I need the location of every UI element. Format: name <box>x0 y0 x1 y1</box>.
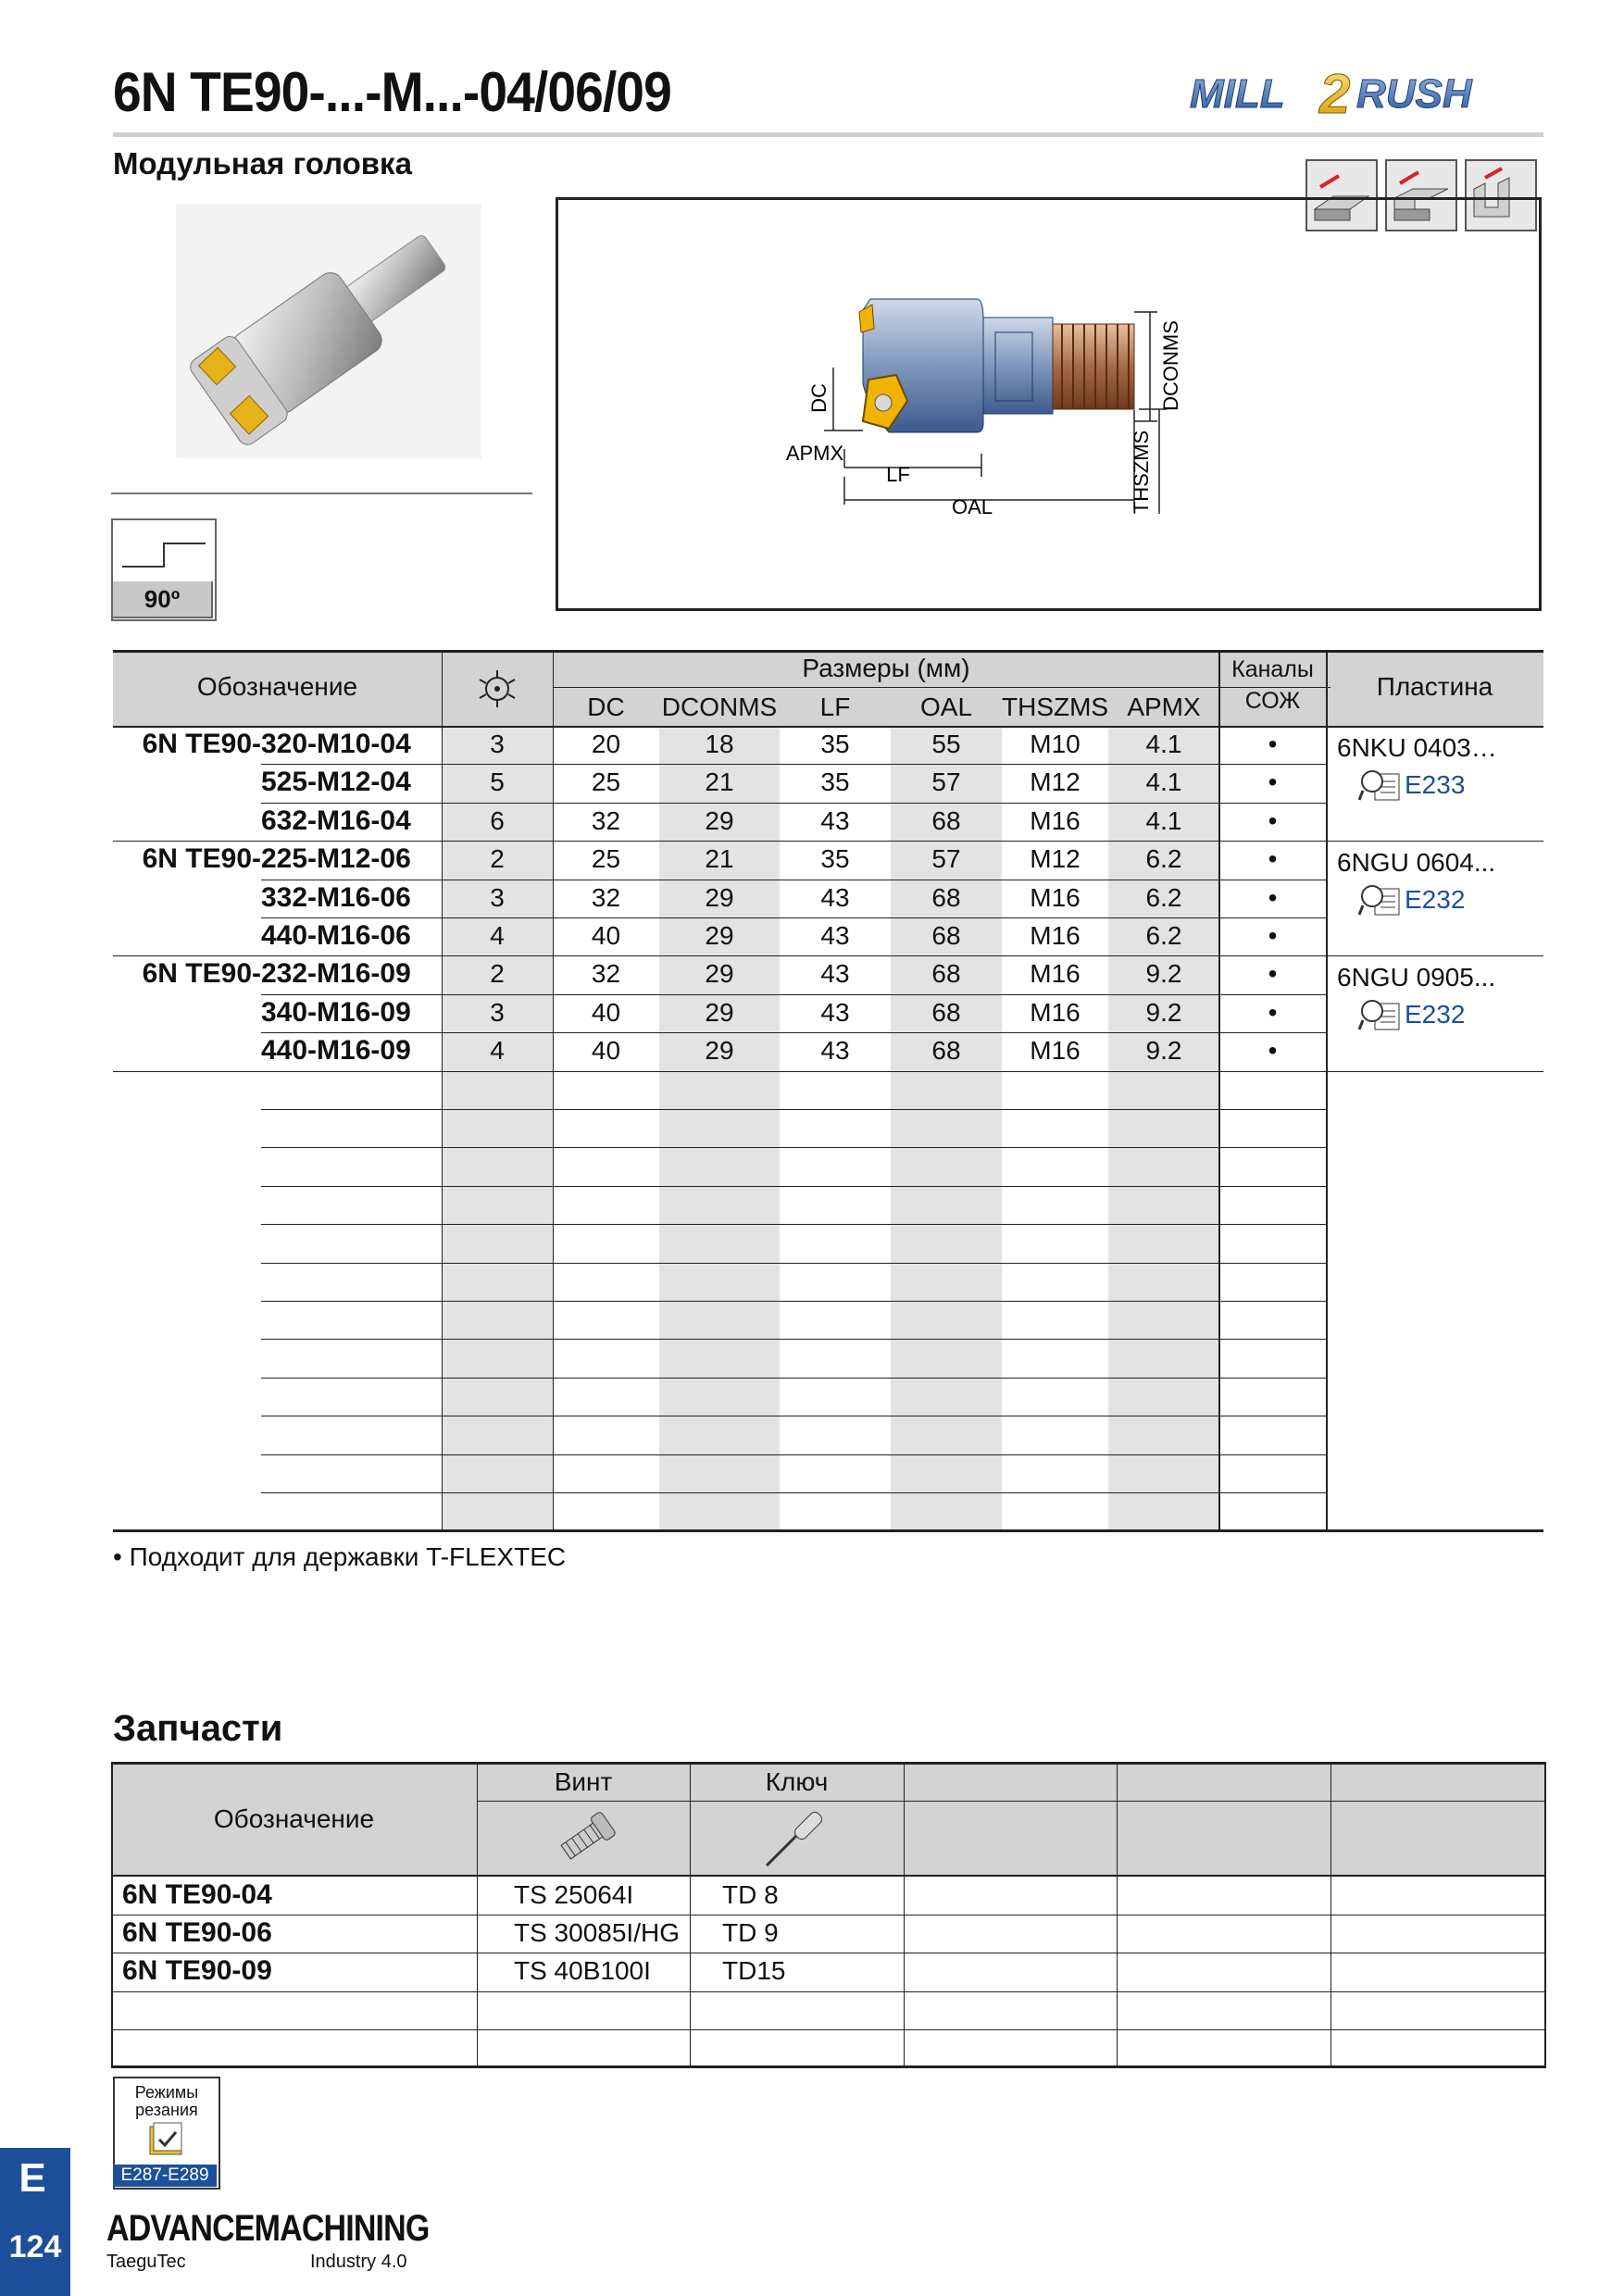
cell-lf: 43 <box>820 882 850 912</box>
cell-z: 5 <box>490 767 505 797</box>
col-thszms: THSZMS <box>1002 693 1109 721</box>
cell-thszms: M16 <box>1030 882 1081 912</box>
cell-thszms: M16 <box>1030 1036 1081 1066</box>
cell-thszms: M12 <box>1030 844 1081 874</box>
spare-code[interactable]: 6N TE90-09 <box>122 1955 272 1986</box>
brand-tagline: Industry 4.0 <box>310 2252 407 2272</box>
spares-header-key: Ключ <box>765 1767 829 1796</box>
catalog-ref-icon[interactable] <box>1358 996 1403 1033</box>
page-title: 6N TE90-...-M...-04/06/09 <box>113 61 671 123</box>
cell-lf: 35 <box>820 844 850 874</box>
cell-dc: 40 <box>591 997 621 1027</box>
col-dconms: DCONMS <box>661 693 778 721</box>
cell-oal: 68 <box>931 805 961 835</box>
cell-lf: 35 <box>820 730 850 758</box>
insert-designation: 6NGU 0604... <box>1337 848 1496 878</box>
cell-apmx: 6.2 <box>1145 882 1182 912</box>
product-table <box>113 650 1543 1532</box>
spares-title: Запчасти <box>113 1708 283 1749</box>
svg-text:2: 2 <box>1319 65 1351 120</box>
cond-label: Режимы резания <box>134 2083 199 2119</box>
book-icon <box>146 2119 187 2160</box>
cell-dconms: 29 <box>705 882 734 912</box>
brand-company: TaeguTec <box>106 2252 186 2272</box>
cell-z: 6 <box>490 805 505 835</box>
cell-dconms: 29 <box>705 1036 734 1066</box>
cell-lf: 43 <box>820 959 850 989</box>
cell-thszms: M10 <box>1030 730 1081 758</box>
cell-coolant: • <box>1268 882 1278 912</box>
cell-dc: 32 <box>591 805 621 835</box>
cell-oal: 68 <box>931 921 961 950</box>
page-subtitle: Модульная головка <box>113 146 412 181</box>
cell-thszms: M16 <box>1030 805 1081 835</box>
lf-label: LF <box>886 463 910 486</box>
row-code[interactable]: 320-M10-04 <box>261 729 411 759</box>
cell-thszms: M12 <box>1030 767 1081 797</box>
row-code[interactable]: 340-M16-09 <box>261 996 411 1028</box>
col-lf: LF <box>819 693 851 721</box>
row-code[interactable]: 225-M12-06 <box>261 843 411 875</box>
insert-designation: 6NKU 0403… <box>1337 733 1497 762</box>
spare-code[interactable]: 6N TE90-04 <box>122 1879 272 1910</box>
cell-coolant: • <box>1268 844 1278 874</box>
angle-label: 90º <box>111 581 213 618</box>
brand-logo: ADVANCEMACHINING <box>106 2208 430 2249</box>
section-tab <box>0 2148 70 2296</box>
header-insert: Пластина <box>1376 672 1493 701</box>
cell-coolant: • <box>1268 805 1278 835</box>
cell-z: 2 <box>490 959 505 989</box>
spares-header-screw: Винт <box>554 1767 613 1796</box>
cell-oal: 68 <box>931 959 961 989</box>
cell-oal: 68 <box>931 997 961 1027</box>
cell-apmx: 6.2 <box>1145 921 1182 950</box>
cell-oal: 68 <box>931 1036 961 1066</box>
spare-key: TD 9 <box>722 1918 779 1947</box>
cell-z: 3 <box>490 730 505 758</box>
key-icon <box>759 1804 833 1871</box>
spare-screw: TS 30085I/HG <box>514 1918 680 1947</box>
cell-oal: 68 <box>931 882 961 912</box>
col-apmx: APMX <box>1127 693 1201 721</box>
cell-apmx: 9.2 <box>1145 959 1182 989</box>
cell-apmx: 4.1 <box>1145 730 1182 758</box>
cell-thszms: M16 <box>1030 997 1081 1027</box>
cell-dc: 25 <box>591 767 621 797</box>
row-code[interactable]: 525-M12-04 <box>261 767 411 798</box>
cell-thszms: M16 <box>1030 921 1081 950</box>
cell-apmx: 4.1 <box>1145 767 1182 797</box>
row-prefix: 6N TE90- <box>142 843 261 875</box>
svg-text:RUSH: RUSH <box>1356 71 1472 117</box>
row-code[interactable]: 232-M16-09 <box>261 958 411 990</box>
cell-oal: 57 <box>931 844 961 874</box>
catalog-ref-icon[interactable] <box>1358 767 1403 804</box>
spare-screw: TS 40B100I <box>514 1956 651 1985</box>
cell-dc: 32 <box>591 959 621 989</box>
spare-code[interactable]: 6N TE90-06 <box>122 1917 272 1948</box>
spare-key: TD15 <box>722 1956 786 1985</box>
cell-z: 4 <box>490 921 505 950</box>
thszms-label: THSZMS <box>1130 430 1153 515</box>
cell-dconms: 29 <box>705 959 734 989</box>
title-rule <box>113 132 1543 137</box>
row-prefix: 6N TE90- <box>142 729 261 759</box>
spares-header-designation: Обозначение <box>213 1804 375 1833</box>
cell-apmx: 4.1 <box>1145 805 1182 835</box>
spares-table <box>111 1762 1546 2067</box>
cell-coolant: • <box>1268 1036 1278 1066</box>
svg-text:MILL: MILL <box>1190 71 1285 117</box>
footnote: • Подходит для державки T-FLEXTEC <box>113 1542 567 1571</box>
catalog-ref-link[interactable]: E232 <box>1405 1000 1466 1029</box>
cell-lf: 43 <box>820 805 850 835</box>
row-prefix: 6N TE90- <box>142 958 261 990</box>
section-letter: E <box>19 2155 46 2201</box>
cell-dconms: 29 <box>705 997 734 1027</box>
cell-dconms: 29 <box>705 805 734 835</box>
header-designation: Обозначение <box>196 672 358 701</box>
row-code[interactable]: 440-M16-09 <box>261 1035 411 1067</box>
cell-dc: 20 <box>591 730 621 758</box>
cell-coolant: • <box>1268 959 1278 989</box>
cell-dc: 40 <box>591 1036 621 1066</box>
cell-apmx: 9.2 <box>1145 1036 1182 1066</box>
cell-coolant: • <box>1268 730 1278 758</box>
cell-oal: 55 <box>931 730 961 758</box>
cell-apmx: 6.2 <box>1145 844 1182 874</box>
row-code[interactable]: 332-M16-06 <box>261 881 411 913</box>
cell-lf: 43 <box>820 921 850 950</box>
cell-coolant: • <box>1268 921 1278 950</box>
header-dimensions: Размеры (мм) <box>802 654 970 682</box>
page-number: 124 <box>8 2229 62 2265</box>
header-coolant: Каналы СОЖ <box>1231 656 1314 714</box>
cell-dconms: 18 <box>705 730 734 758</box>
cell-lf: 43 <box>820 1036 850 1066</box>
apmx-label: APMX <box>785 442 844 465</box>
cell-apmx: 9.2 <box>1145 997 1182 1027</box>
dc-label: DC <box>807 383 831 413</box>
row-code[interactable]: 440-M16-06 <box>261 920 411 951</box>
spare-screw: TS 25064I <box>514 1880 634 1909</box>
cell-lf: 35 <box>820 767 850 797</box>
teeth-count-icon <box>442 668 553 709</box>
mill2rush-logo <box>1181 65 1546 120</box>
cell-dc: 40 <box>591 921 621 950</box>
cell-dc: 32 <box>591 882 621 912</box>
cell-z: 4 <box>490 1036 505 1066</box>
screw-icon <box>556 1806 620 1867</box>
cell-thszms: M16 <box>1030 959 1081 989</box>
cell-z: 3 <box>490 882 505 912</box>
cell-oal: 57 <box>931 767 961 797</box>
insert-designation: 6NGU 0905... <box>1337 963 1496 992</box>
cell-dconms: 29 <box>705 921 734 950</box>
tool-photo <box>176 204 481 458</box>
catalog-ref-link[interactable]: E233 <box>1405 770 1466 799</box>
catalog-ref-icon[interactable] <box>1358 881 1403 918</box>
row-code[interactable]: 632-M16-04 <box>261 805 411 836</box>
cond-range: E287-E289 <box>113 2165 217 2187</box>
photo-divider <box>111 493 532 494</box>
catalog-ref-link[interactable]: E232 <box>1405 885 1466 915</box>
cell-z: 2 <box>490 844 505 874</box>
dconms-label: DCONMS <box>1159 320 1182 411</box>
dimension-diagram <box>759 292 1278 537</box>
col-oal: OAL <box>919 693 973 721</box>
cell-dconms: 21 <box>705 844 734 874</box>
cell-lf: 43 <box>820 997 850 1027</box>
cell-dc: 25 <box>591 844 621 874</box>
cell-dconms: 21 <box>705 767 734 797</box>
cell-coolant: • <box>1268 997 1278 1027</box>
cell-coolant: • <box>1268 767 1278 797</box>
oal-label: OAL <box>951 495 993 518</box>
col-dc: DC <box>587 693 625 721</box>
spare-key: TD 8 <box>722 1880 779 1909</box>
cell-z: 3 <box>490 997 505 1027</box>
